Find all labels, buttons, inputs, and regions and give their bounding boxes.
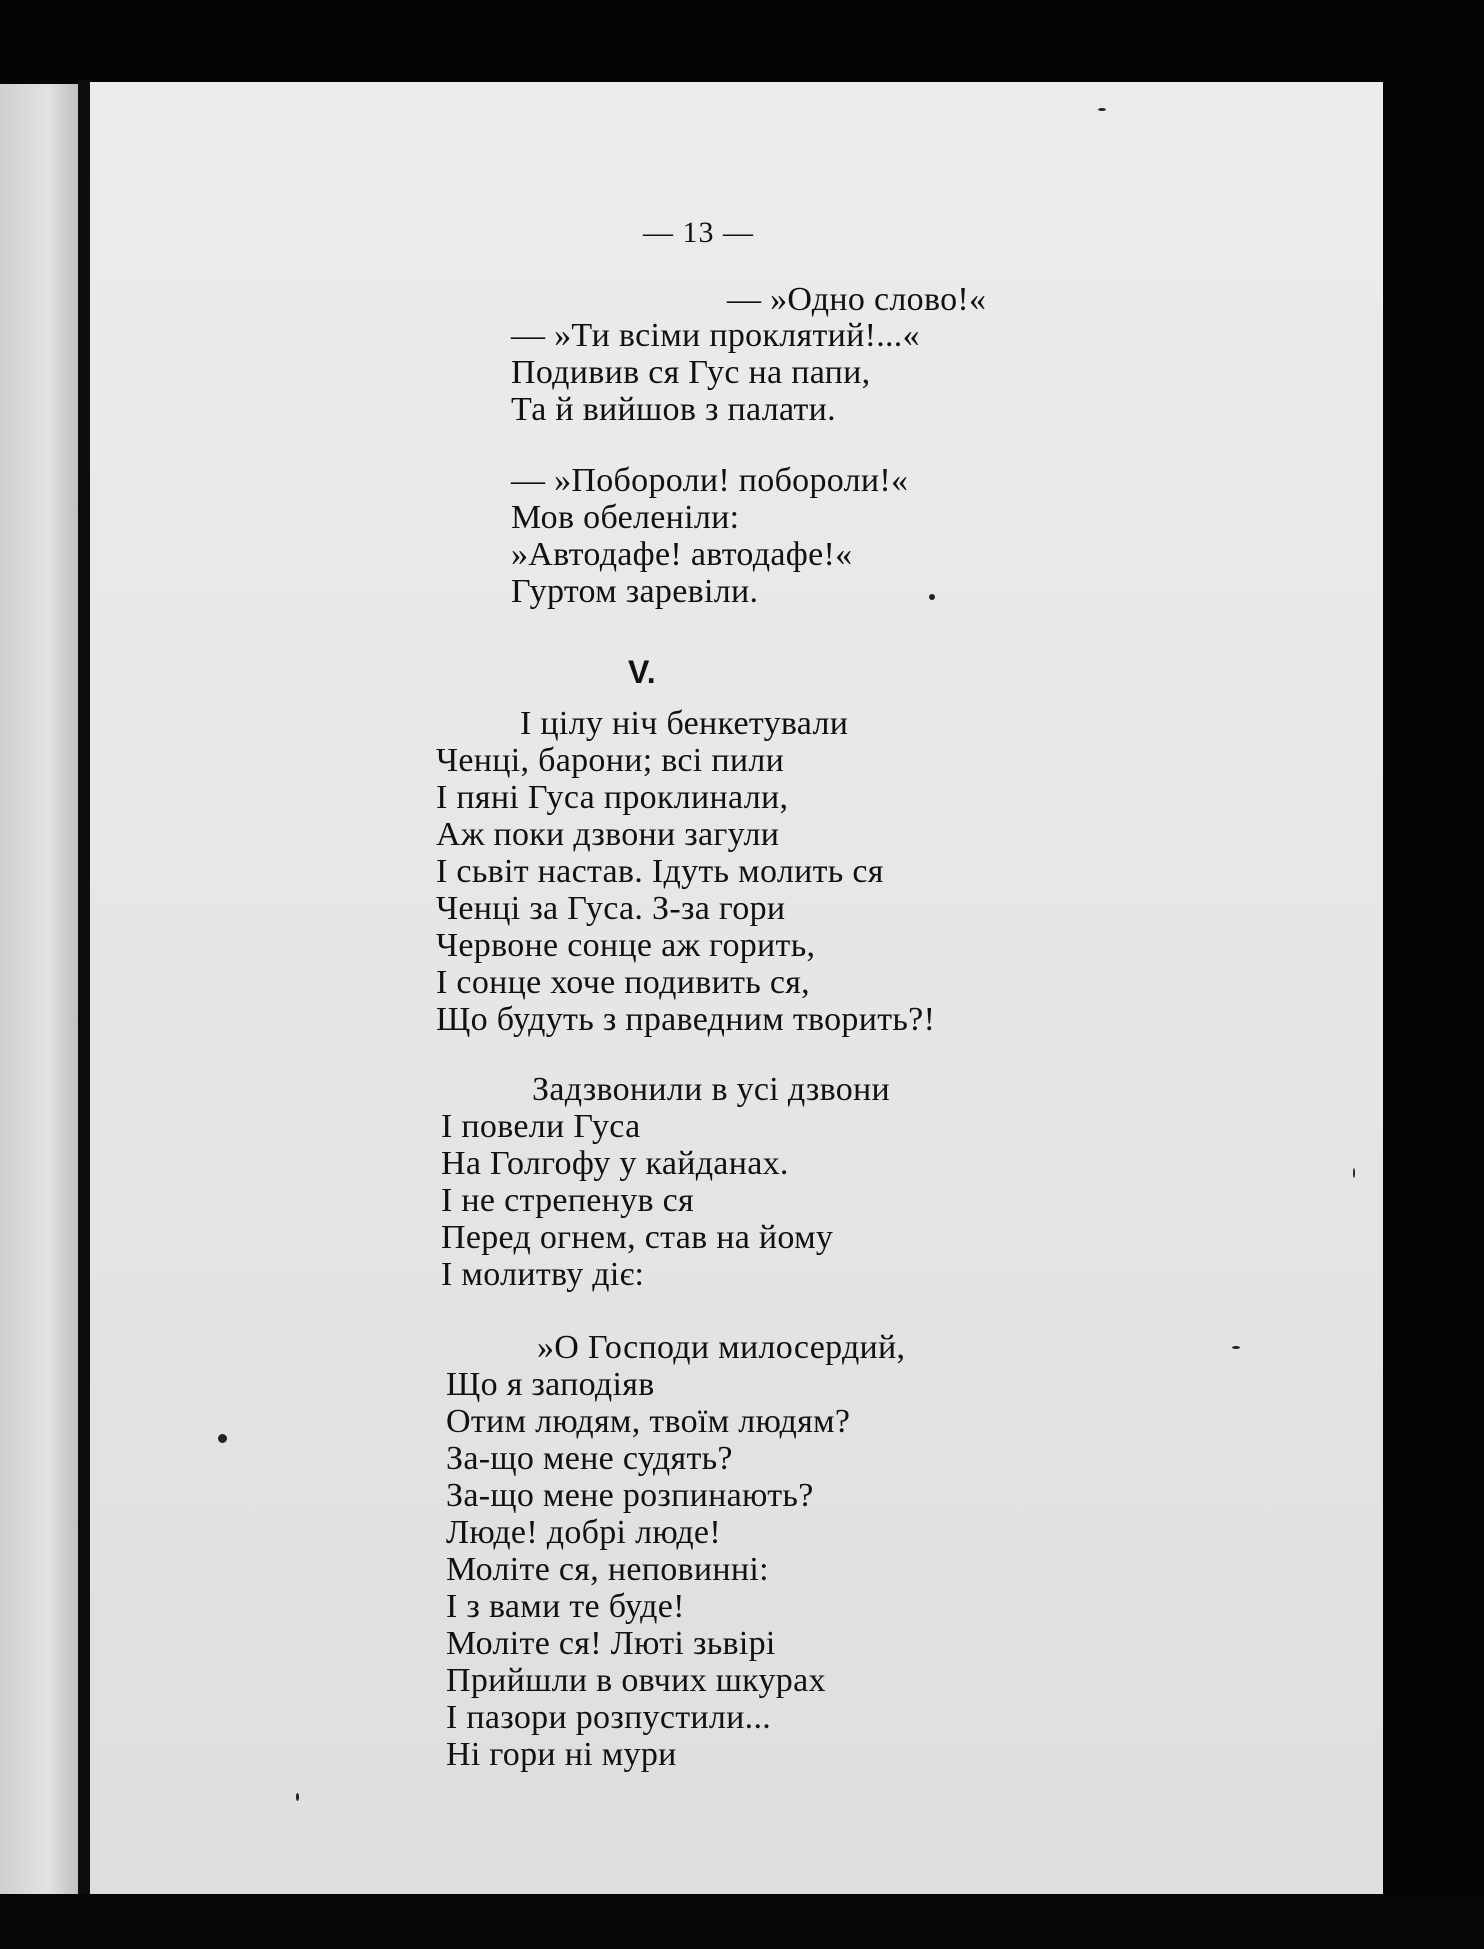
poem-line: Моліте ся, неповинні: [446,1551,769,1588]
poem-line: За-що мене розпинають? [446,1477,814,1514]
ink-speck [1353,1168,1355,1178]
poem-line: — »Ти всіми проклятий!...« [511,317,920,354]
poem-line: Та й вийшов з палати. [511,391,836,428]
poem-line: І повели Гуса [441,1108,641,1145]
poem-line: І сьвіт настав. Ідуть молить ся [436,853,884,890]
poem-line: Що я заподіяв [446,1366,655,1403]
ink-speck [1098,108,1106,111]
ink-speck [929,594,935,600]
poem-line: Подивив ся Гус на папи, [511,354,871,391]
poem-line: »О Господи милосердий, [537,1329,906,1366]
poem-line: І з вами те буде! [446,1588,685,1625]
poem-line: Ченці, барони; всі пили [436,742,785,779]
ink-speck [1232,1346,1240,1349]
poem-line: На Голгофу у кайданах. [441,1145,789,1182]
poem-line: Що будуть з праведним творить?! [436,1001,936,1038]
poem-line: І пяні Гуса проклинали, [436,779,789,816]
poem-line: Люде! добрі люде! [446,1514,721,1551]
poem-line: Задзвонили в усі дзвони [532,1071,890,1108]
poem-line: Ченці за Гуса. З-за гори [436,890,786,927]
poem-line: Ні гори ні мури [446,1736,677,1773]
page-number: — 13 — [643,216,754,249]
bottom-border [0,1894,1484,1949]
poem-line: І цілу ніч бенкетували [520,705,849,742]
poem-line: Аж поки дзвони загули [436,816,780,853]
section-heading: V. [628,654,656,690]
poem-line: І сонце хоче подивить ся, [436,964,810,1001]
left-page-edge [0,84,80,1894]
poem-line: Прийшли в овчих шкурах [446,1662,826,1699]
poem-line: Отим людям, твоїм людям? [446,1403,851,1440]
poem-line: Мов обеленіли: [511,499,740,536]
poem-line: За-що мене судять? [446,1440,733,1477]
poem-line: — »Побороли! побороли!« [511,462,909,499]
poem-line: »Автодафе! автодафе!« [511,536,853,573]
right-border [1383,78,1484,1949]
poem-line: І не стрепенув ся [441,1182,694,1219]
poem-line: Червоне сонце аж горить, [436,927,816,964]
poem-line: Перед огнем, став на йому [441,1219,834,1256]
poem-line: І пазори розпустили... [446,1699,772,1736]
poem-line: — »Одно слово!« [727,281,987,318]
poem-line: Гуртом заревіли. [511,573,759,610]
poem-line: Моліте ся! Люті зьвірі [446,1625,776,1662]
ink-speck [218,1434,227,1443]
poem-line: І молитву діє: [441,1256,645,1293]
ink-speck [296,1793,299,1801]
